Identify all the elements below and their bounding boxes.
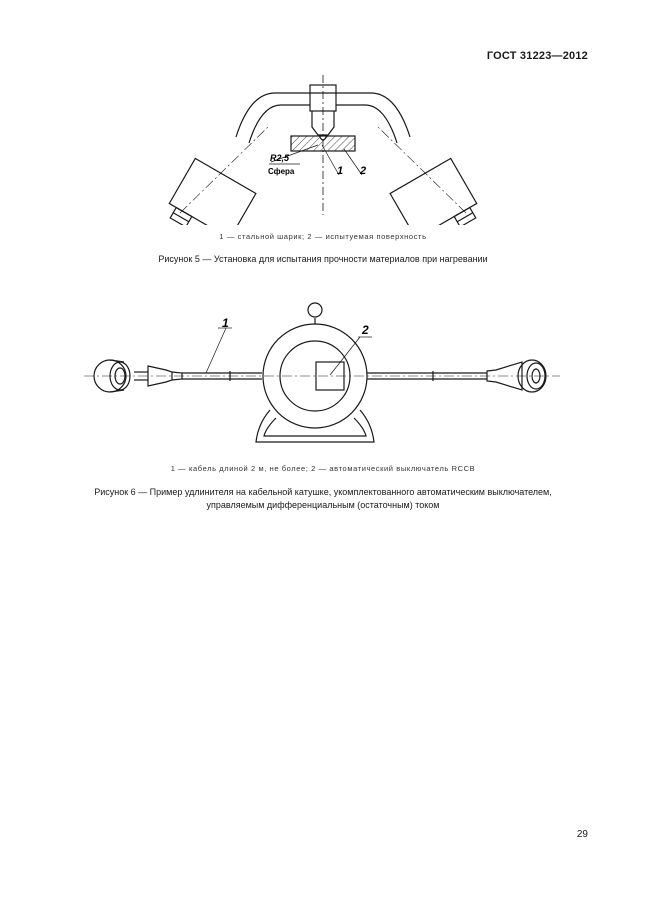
sphere-label: Сфера bbox=[268, 167, 295, 176]
figure-5-drawing bbox=[0, 75, 646, 225]
standard-header: ГОСТ 31223—2012 bbox=[486, 50, 588, 62]
fig6-callout-1: 1 bbox=[222, 316, 229, 330]
figure-6-legend: 1 — кабель длиной 2 м, не более; 2 — автоматический выключатель RCCB bbox=[170, 464, 476, 473]
page-number: 29 bbox=[576, 829, 588, 840]
figure-5-caption: Рисунок 5 — Установка для испытания прочности материалов при нагревании bbox=[158, 254, 488, 264]
radius-label: R2,5 bbox=[270, 153, 290, 163]
figure-5-legend: 1 — стальной шарик; 2 — испытуемая поверхность bbox=[219, 232, 427, 241]
figure-6-caption-line-1: Рисунок 6 — Пример удлинителя на кабельной катушке, укомплектованного автоматическим выключателем, bbox=[94, 487, 552, 497]
figure-6-caption-line-2: управляемым дифференциальным (остаточным) током bbox=[206, 500, 440, 510]
fig6-callout-2: 2 bbox=[362, 323, 369, 337]
fig5-callout-1: 1 bbox=[337, 165, 344, 177]
figure-6-drawing bbox=[0, 300, 646, 455]
fig5-callout-2: 2 bbox=[360, 165, 367, 177]
